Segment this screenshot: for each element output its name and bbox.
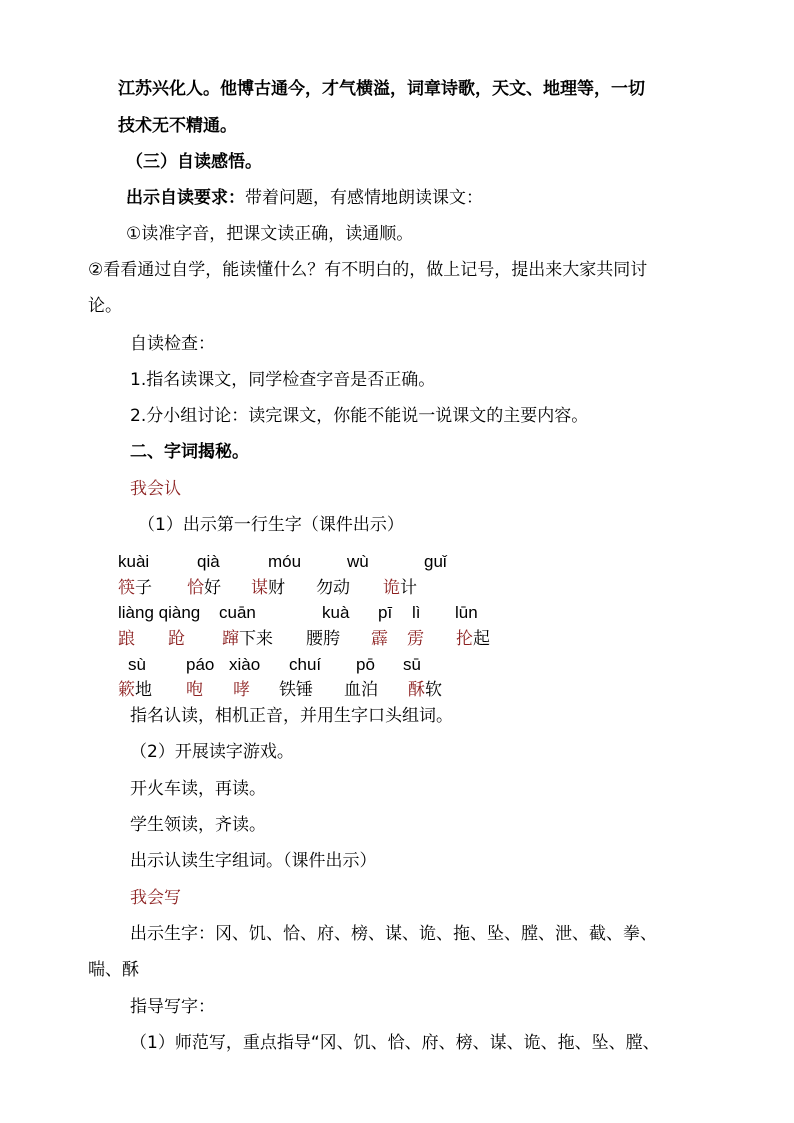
word: 跄: [168, 629, 185, 649]
paragraph-line: （1）出示第一行生字（课件出示）: [138, 515, 404, 535]
pinyin: guǐ: [424, 552, 447, 571]
paragraph-line: 开火车读，再读。: [130, 779, 266, 799]
word: 铁锤: [279, 680, 313, 700]
paragraph-line: 指导写字：: [130, 997, 215, 1017]
pinyin: lì: [412, 603, 421, 622]
subsection-heading: 我会写: [130, 888, 181, 908]
paragraph-line: （1）师范写，重点指导“冈、饥、恰、府、榜、谋、诡、拖、坠、膛、: [130, 1033, 660, 1053]
pinyin: pī: [378, 603, 393, 622]
paragraph-line: 技术无不精通。: [118, 116, 237, 136]
pinyin: sū: [403, 655, 421, 674]
list-item: 2.分小组讨论：读完课文，你能不能说一说课文的主要内容。: [130, 406, 589, 426]
list-item: ①读准字音，把课文读正确，读通顺。: [126, 224, 414, 244]
pinyin: liàng qiàng: [118, 603, 201, 622]
word: 簌地: [118, 680, 152, 700]
paragraph-line: 出示认读生字组词。（课件出示）: [130, 851, 377, 871]
word: 诡计: [383, 578, 417, 598]
pinyin: xiào: [229, 655, 261, 674]
word: 腰胯: [306, 629, 340, 649]
paragraph-line: （2）开展读字游戏。: [130, 742, 294, 762]
paragraph-line: 学生领读，齐读。: [130, 815, 266, 835]
word: 恰好: [187, 578, 221, 598]
word: 勿动: [316, 578, 350, 598]
pinyin: pō: [356, 655, 375, 674]
word: 霹: [371, 629, 388, 649]
word: 蹿下来: [222, 629, 273, 649]
paragraph-line: 论。: [88, 296, 122, 316]
section-heading: （三）自读感悟。: [126, 152, 262, 172]
pinyin: chuí: [289, 655, 322, 674]
pinyin: kuà: [322, 603, 350, 622]
pinyin: lūn: [455, 603, 478, 622]
subsection-heading: 我会认: [130, 479, 181, 499]
word: 踉: [118, 629, 135, 649]
word: 雳: [407, 629, 424, 649]
paragraph-line: 喘、酥: [88, 960, 139, 980]
requirement-label: 出示自读要求：: [126, 188, 245, 208]
requirement-text: 带着问题，有感情地朗读课文：: [245, 188, 483, 208]
pinyin: cuān: [219, 603, 256, 622]
word: 咆: [186, 680, 203, 700]
pinyin: móu: [268, 552, 302, 571]
word: 酥软: [408, 680, 442, 700]
list-item: 1.指名读课文，同学检查字音是否正确。: [130, 370, 436, 390]
word: 哮: [233, 680, 250, 700]
paragraph-line: [126, 188, 483, 208]
pinyin: sù: [128, 655, 146, 674]
paragraph-line: 指名认读，相机正音，并用生字口头组词。: [130, 706, 453, 726]
pinyin: wù: [347, 552, 369, 571]
pinyin: páo: [186, 655, 215, 674]
word: 谋财: [251, 578, 285, 598]
paragraph-line: 自读检查：: [130, 334, 215, 354]
list-item: ②看看通过自学，能读懂什么？有不明白的，做上记号，提出来大家共同讨: [88, 260, 648, 280]
word: 血泊: [344, 680, 378, 700]
pinyin: qià: [197, 552, 220, 571]
paragraph-line: 江苏兴化人。他博古通今，才气横溢，词章诗歌，天文、地理等，一切: [118, 79, 645, 99]
section-heading: 二、字词揭秘。: [130, 442, 249, 462]
word: 筷子: [118, 578, 152, 598]
pinyin: kuài: [118, 552, 150, 571]
paragraph-line: 出示生字：冈、饥、恰、府、榜、谋、诡、拖、坠、膛、泄、截、拳、: [130, 924, 657, 944]
word: 抡起: [456, 629, 490, 649]
